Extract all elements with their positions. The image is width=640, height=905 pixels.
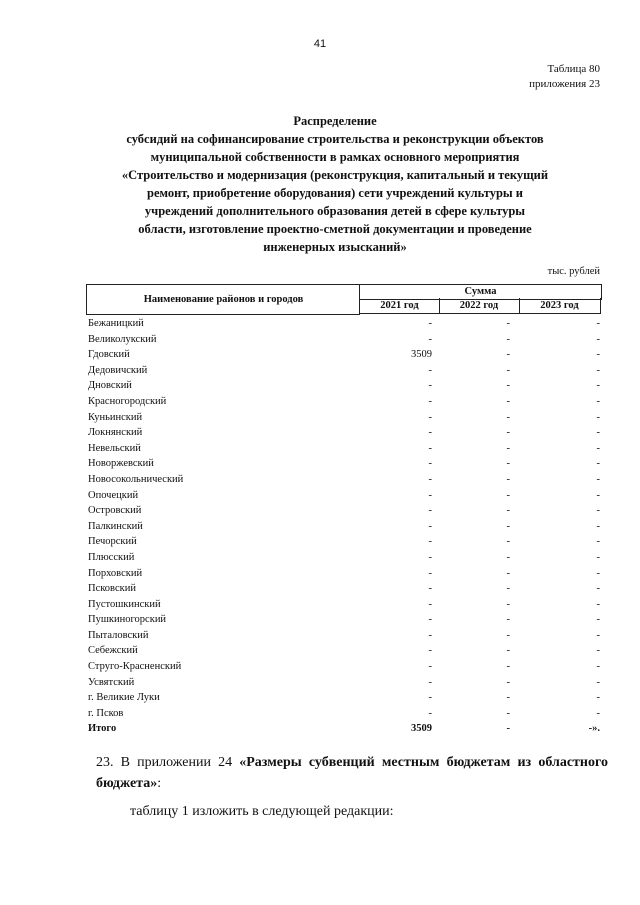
value-2022-cell: - — [506, 489, 510, 501]
table-row — [86, 394, 606, 410]
value-2023-cell: - — [596, 661, 600, 673]
value-2023-cell: - — [596, 333, 600, 345]
value-2021-cell: - — [428, 661, 432, 673]
table-row — [86, 675, 606, 691]
document-title — [70, 112, 600, 256]
value-2023-cell: - — [596, 442, 600, 454]
value-2021-cell: - — [428, 707, 432, 719]
value-2021-cell: - — [428, 489, 432, 501]
district-name-cell: Дновский — [88, 380, 132, 392]
district-name-cell: Бежаницкий — [88, 318, 144, 329]
value-2022-cell: - — [506, 567, 510, 579]
table-row — [86, 410, 606, 426]
district-name-cell: Невельский — [88, 442, 141, 454]
value-2023-cell: - — [596, 380, 600, 392]
value-2021-cell: - — [428, 427, 432, 439]
table-row — [86, 566, 606, 582]
table-row — [86, 581, 606, 597]
value-2021-cell: - — [428, 473, 432, 485]
value-2021-cell: - — [428, 676, 432, 688]
table-row — [86, 628, 606, 644]
district-name-cell: Куньинский — [88, 411, 143, 423]
table-row — [86, 488, 606, 504]
district-name-cell: г. Псков — [88, 707, 124, 719]
value-2023-cell: - — [596, 520, 600, 532]
unit-label: тыс. рублей — [547, 266, 600, 277]
value-2023-cell: - — [596, 629, 600, 641]
value-2022-cell: - — [506, 520, 510, 532]
value-2022-cell: - — [506, 536, 510, 548]
value-2022-cell: - — [506, 723, 510, 735]
table-row — [86, 441, 606, 457]
district-name-cell: Опочецкий — [88, 489, 139, 501]
value-2023-cell: - — [596, 427, 600, 439]
page-number: 41 — [313, 38, 327, 50]
header-district-name: Наименование районов и городов — [86, 284, 360, 315]
district-name-cell: Псковский — [88, 583, 136, 595]
value-2021-cell: - — [428, 520, 432, 532]
title-line: «Строительство и модернизация (реконструкция, капитальный и текущий — [121, 168, 549, 182]
value-2022-cell: - — [506, 427, 510, 439]
value-2023-cell: -». — [588, 723, 600, 735]
header-year-2023: 2023 год — [519, 298, 601, 314]
table-row — [86, 456, 606, 472]
header-year-2022: 2022 год — [439, 298, 520, 314]
district-name-cell: г. Великие Луки — [88, 692, 160, 704]
value-2022-cell: - — [506, 411, 510, 423]
table-row — [86, 643, 606, 659]
value-2021-cell: - — [428, 380, 432, 392]
value-2023-cell: - — [596, 458, 600, 470]
table-row — [86, 597, 606, 613]
table-body — [86, 316, 606, 737]
value-2021-cell: - — [428, 598, 432, 610]
district-name-cell: Печорский — [88, 536, 137, 548]
value-2021-cell: - — [428, 536, 432, 548]
value-2023-cell: - — [596, 349, 600, 361]
value-2022-cell: - — [506, 318, 510, 329]
value-2023-cell: - — [596, 473, 600, 485]
title-line: субсидий на софинансирование строительства и реконструкции объектов — [126, 132, 544, 146]
district-name-cell: Палкинский — [88, 520, 143, 532]
district-name-cell: Новоржевский — [88, 458, 154, 470]
district-name-cell: Плюсский — [88, 551, 135, 563]
value-2021-cell: - — [428, 645, 432, 657]
value-2022-cell: - — [506, 505, 510, 517]
table-row — [86, 503, 606, 519]
district-name-cell: Локнянский — [88, 427, 143, 439]
value-2023-cell: - — [596, 364, 600, 376]
value-2023-cell: - — [596, 614, 600, 626]
table-row — [86, 690, 606, 706]
value-2023-cell: - — [596, 505, 600, 517]
value-2023-cell: - — [596, 707, 600, 719]
table-row — [86, 332, 606, 348]
value-2023-cell: - — [596, 692, 600, 704]
table-row — [86, 472, 606, 488]
value-2022-cell: - — [506, 333, 510, 345]
table-row — [86, 347, 606, 363]
value-2022-cell: - — [506, 458, 510, 470]
paragraph-23-bold: «Размеры субвенций местным бюджетам из областного бюджета» — [96, 755, 608, 791]
district-name-cell: Островский — [88, 505, 142, 517]
value-2023-cell: - — [596, 551, 600, 563]
value-2022-cell: - — [506, 707, 510, 719]
district-name-cell: Пустошкинский — [88, 598, 161, 610]
table-row — [86, 316, 606, 332]
table-reference — [529, 62, 600, 92]
title-line: области, изготовление проектно-сметной документации и проведение — [138, 222, 532, 236]
value-2022-cell: - — [506, 380, 510, 392]
table-row — [86, 425, 606, 441]
table-row — [86, 534, 606, 550]
value-2023-cell: - — [596, 676, 600, 688]
paragraph-23-suffix: : — [157, 776, 162, 791]
title-line: учреждений дополнительного образования детей в сфере культуры — [144, 204, 526, 218]
value-2022-cell: - — [506, 551, 510, 563]
header-sum: Сумма — [359, 284, 602, 300]
value-2021-cell: - — [428, 318, 432, 329]
district-name-cell: Гдовский — [88, 349, 130, 361]
value-2022-cell: - — [506, 692, 510, 704]
district-name-cell: Струго-Красненский — [88, 661, 182, 673]
value-2023-cell: - — [596, 489, 600, 501]
paragraph-23 — [96, 752, 608, 794]
value-2021-cell: 3509 — [411, 349, 432, 361]
table-row — [86, 612, 606, 628]
value-2021-cell: - — [428, 614, 432, 626]
header-year-2021: 2021 год — [359, 298, 440, 314]
table-row — [86, 706, 606, 722]
value-2023-cell: - — [596, 645, 600, 657]
value-2021-cell: - — [428, 458, 432, 470]
value-2023-cell: - — [596, 536, 600, 548]
value-2021-cell: - — [428, 364, 432, 376]
title-line: Распределение — [293, 114, 377, 128]
district-name-cell: Пушкиногорский — [88, 614, 167, 626]
district-name-cell: Итого — [88, 723, 117, 735]
value-2022-cell: - — [506, 598, 510, 610]
value-2021-cell: - — [428, 505, 432, 517]
value-2021-cell: - — [428, 629, 432, 641]
value-2021-cell: - — [428, 333, 432, 345]
value-2023-cell: - — [596, 318, 600, 329]
district-name-cell: Дедовичский — [88, 364, 148, 376]
value-2022-cell: - — [506, 583, 510, 595]
title-line: инженерных изысканий» — [263, 240, 407, 254]
value-2023-cell: - — [596, 411, 600, 423]
value-2022-cell: - — [506, 395, 510, 407]
paragraph-23-prefix: 23. В приложении 24 — [96, 755, 240, 770]
value-2021-cell: - — [428, 411, 432, 423]
district-name-cell: Новосокольнический — [88, 473, 184, 485]
table-row — [86, 659, 606, 675]
table-ref-line2: приложения 23 — [529, 78, 600, 90]
table-row — [86, 519, 606, 535]
value-2023-cell: - — [596, 395, 600, 407]
district-name-cell: Порховский — [88, 567, 143, 579]
value-2021-cell: - — [428, 551, 432, 563]
paragraph-edit: таблицу 1 изложить в следующей редакции: — [130, 804, 394, 819]
value-2022-cell: - — [506, 645, 510, 657]
value-2022-cell: - — [506, 364, 510, 376]
district-name-cell: Красногородский — [88, 395, 167, 407]
value-2021-cell: - — [428, 442, 432, 454]
district-name-cell: Себежский — [88, 645, 138, 657]
value-2023-cell: - — [596, 583, 600, 595]
district-name-cell: Усвятский — [88, 676, 135, 688]
value-2022-cell: - — [506, 629, 510, 641]
value-2021-cell: - — [428, 395, 432, 407]
value-2022-cell: - — [506, 473, 510, 485]
value-2022-cell: - — [506, 349, 510, 361]
value-2022-cell: - — [506, 442, 510, 454]
value-2021-cell: - — [428, 567, 432, 579]
district-name-cell: Великолукский — [88, 333, 157, 345]
value-2023-cell: - — [596, 598, 600, 610]
value-2021-cell: - — [428, 692, 432, 704]
value-2022-cell: - — [506, 661, 510, 673]
total-row — [86, 721, 606, 737]
value-2022-cell: - — [506, 676, 510, 688]
table-row — [86, 378, 606, 394]
table-row — [86, 363, 606, 379]
district-name-cell: Пыталовский — [88, 629, 149, 641]
title-line: муниципальной собственности в рамках основного мероприятия — [150, 150, 520, 164]
value-2021-cell: - — [428, 583, 432, 595]
table-row — [86, 550, 606, 566]
value-2023-cell: - — [596, 567, 600, 579]
title-line: ремонт, приобретение оборудования) сети учреждений культуры и — [147, 186, 523, 200]
value-2022-cell: - — [506, 614, 510, 626]
table-ref-line1: Таблица 80 — [547, 63, 600, 75]
value-2021-cell: 3509 — [411, 723, 432, 735]
